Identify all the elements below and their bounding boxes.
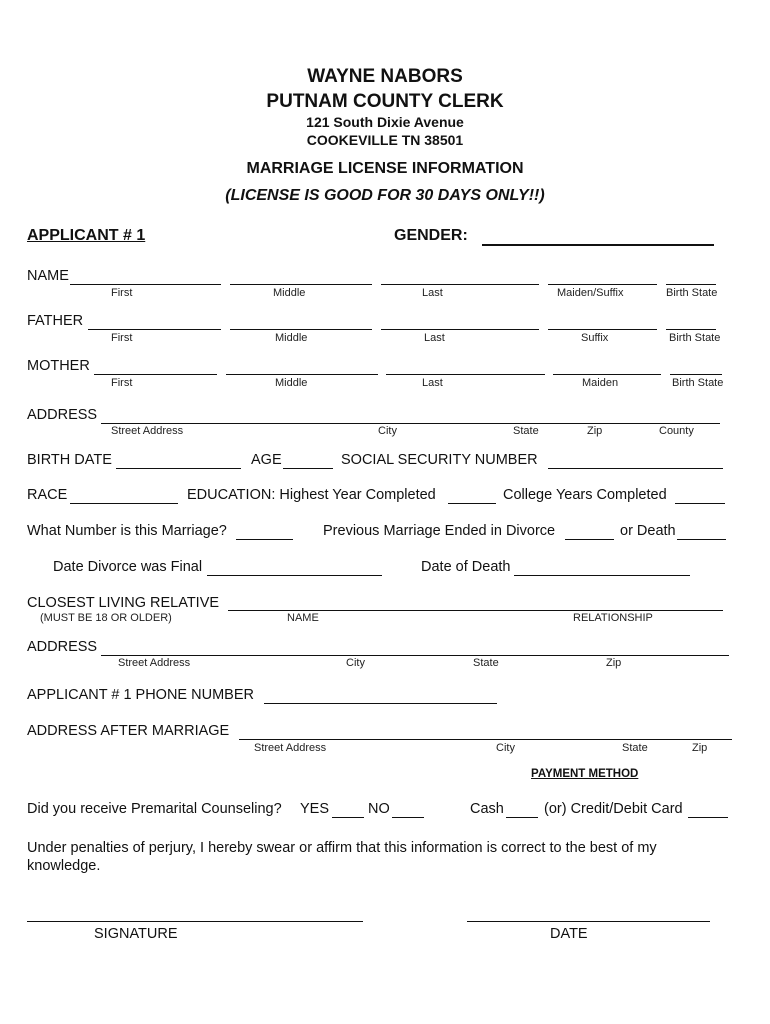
mother-maiden-field[interactable] [553, 374, 661, 375]
office-name: PUTNAM COUNTY CLERK [266, 91, 504, 112]
previous-marriage-label: Previous Marriage Ended in Divorce [323, 523, 556, 539]
name-first-field[interactable] [70, 284, 221, 285]
father-sub-birthstate: Birth State [669, 332, 721, 344]
mother-sub-middle: Middle [275, 377, 308, 389]
cash-label: Cash [470, 801, 504, 817]
address-sub-street: Street Address [111, 425, 184, 437]
card-label: (or) Credit/Debit Card [544, 801, 683, 817]
age-label: AGE [251, 452, 282, 468]
name-sub-suffix: Maiden/Suffix [557, 287, 624, 299]
relative-label: CLOSEST LIVING RELATIVE [27, 595, 220, 611]
name-sub-last: Last [422, 287, 443, 299]
oath-line-1: Under penalties of perjury, I hereby swear or affirm that this information is correct to the best of my [27, 840, 657, 856]
divorce-field[interactable] [565, 539, 614, 540]
address-label: ADDRESS [27, 407, 98, 423]
applicant-heading: APPLICANT # 1 [27, 227, 146, 244]
mother-sub-maiden: Maiden [582, 377, 619, 389]
education-label: EDUCATION: Highest Year Completed [187, 487, 436, 503]
gender-label: GENDER: [394, 227, 468, 244]
father-first-field[interactable] [88, 329, 221, 330]
race-field[interactable] [70, 503, 178, 504]
name-birthstate-field[interactable] [666, 284, 716, 285]
father-sub-suffix: Suffix [581, 332, 609, 344]
after-marriage-sub-city: City [496, 742, 515, 754]
mother-last-field[interactable] [386, 374, 545, 375]
or-death-label: or Death [620, 523, 676, 539]
after-marriage-sub-street: Street Address [254, 742, 327, 754]
relative-sub-name: NAME [287, 612, 319, 624]
mother-middle-field[interactable] [226, 374, 378, 375]
education-field[interactable] [448, 503, 496, 504]
father-label: FATHER [27, 313, 84, 329]
ssn-label: SOCIAL SECURITY NUMBER [341, 452, 538, 468]
cash-field[interactable] [506, 817, 538, 818]
father-sub-middle: Middle [275, 332, 308, 344]
ssn-field[interactable] [548, 468, 723, 469]
phone-label: APPLICANT # 1 PHONE NUMBER [27, 687, 254, 703]
relative-address-sub-state: State [473, 657, 499, 669]
name-middle-field[interactable] [230, 284, 372, 285]
relative-address-field[interactable] [101, 655, 729, 656]
relative-address-label: ADDRESS [27, 639, 98, 655]
age-field[interactable] [283, 468, 333, 469]
counseling-yes-label: YES [300, 801, 330, 817]
name-suffix-field[interactable] [548, 284, 657, 285]
marriage-number-field[interactable] [236, 539, 293, 540]
after-marriage-sub-state: State [622, 742, 648, 754]
mother-birthstate-field[interactable] [670, 374, 722, 375]
father-suffix-field[interactable] [548, 329, 657, 330]
after-marriage-label: ADDRESS AFTER MARRIAGE [27, 723, 230, 739]
address-field[interactable] [101, 423, 720, 424]
death-date-label: Date of Death [421, 559, 511, 575]
mother-sub-first: First [111, 377, 133, 389]
counseling-no-label: NO [368, 801, 390, 817]
marriage-number-label: What Number is this Marriage? [27, 523, 227, 539]
father-last-field[interactable] [381, 329, 539, 330]
signature-label: SIGNATURE [94, 926, 178, 942]
address-sub-state: State [513, 425, 539, 437]
after-marriage-field[interactable] [239, 739, 732, 740]
counseling-question: Did you receive Premarital Counseling? [27, 801, 282, 817]
validity-notice: (LICENSE IS GOOD FOR 30 DAYS ONLY!!) [225, 187, 545, 204]
birth-date-label: BIRTH DATE [27, 452, 112, 468]
birth-date-field[interactable] [116, 468, 241, 469]
death-field[interactable] [677, 539, 726, 540]
address-sub-county: County [659, 425, 694, 437]
form-title: MARRIAGE LICENSE INFORMATION [246, 160, 524, 177]
relative-address-sub-street: Street Address [118, 657, 191, 669]
relative-address-sub-zip: Zip [606, 657, 622, 669]
address-sub-zip: Zip [587, 425, 603, 437]
office-city: COOKEVILLE TN 38501 [306, 132, 464, 148]
relative-sub-relationship: RELATIONSHIP [573, 612, 653, 624]
name-label: NAME [27, 268, 69, 284]
college-field[interactable] [675, 503, 725, 504]
card-field[interactable] [688, 817, 728, 818]
divorce-date-label: Date Divorce was Final [53, 559, 203, 575]
counseling-yes-field[interactable] [332, 817, 364, 818]
father-middle-field[interactable] [230, 329, 372, 330]
mother-sub-birthstate: Birth State [672, 377, 724, 389]
oath-line-2: knowledge. [27, 858, 101, 874]
name-sub-first: First [111, 287, 133, 299]
mother-label: MOTHER [27, 358, 90, 374]
relative-address-sub-city: City [346, 657, 365, 669]
relative-field[interactable] [228, 610, 723, 611]
date-field[interactable] [467, 921, 710, 922]
address-sub-city: City [378, 425, 397, 437]
phone-field[interactable] [264, 703, 497, 704]
after-marriage-sub-zip: Zip [692, 742, 708, 754]
race-label: RACE [27, 487, 68, 503]
name-sub-birthstate: Birth State [666, 287, 718, 299]
counseling-no-field[interactable] [392, 817, 424, 818]
college-label: College Years Completed [503, 487, 667, 503]
death-date-field[interactable] [514, 575, 690, 576]
father-sub-last: Last [424, 332, 445, 344]
mother-sub-last: Last [422, 377, 443, 389]
relative-age-note: (MUST BE 18 OR OLDER) [40, 612, 172, 624]
mother-first-field[interactable] [94, 374, 217, 375]
divorce-date-field[interactable] [207, 575, 382, 576]
date-label: DATE [550, 926, 588, 942]
name-sub-middle: Middle [273, 287, 306, 299]
father-sub-first: First [111, 332, 133, 344]
payment-method-heading: PAYMENT METHOD [531, 768, 639, 780]
clerk-name: WAYNE NABORS [307, 66, 463, 87]
gender-field[interactable] [482, 244, 714, 246]
office-street: 121 South Dixie Avenue [306, 114, 464, 130]
signature-field[interactable] [27, 921, 363, 922]
father-birthstate-field[interactable] [666, 329, 716, 330]
name-last-field[interactable] [381, 284, 539, 285]
